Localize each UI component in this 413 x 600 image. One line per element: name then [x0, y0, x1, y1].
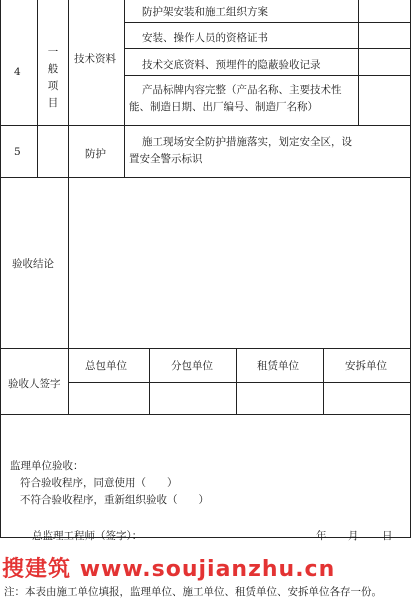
signature-unit-leasing: 租赁单位 — [257, 360, 299, 372]
subcategory-label: 技术资料 — [74, 53, 116, 65]
row-divider — [0, 125, 411, 126]
col-divider — [124, 0, 125, 177]
supervision-accept-option[interactable]: 符合验收程序，同意使用（ ） — [20, 477, 178, 489]
date-month: 月 — [348, 530, 359, 542]
footnote: 注：本表由施工单位填报，监理单位、施工单位、租赁单位、安拆单位各存一份。 — [4, 586, 382, 598]
col-divider — [149, 348, 150, 414]
signature-field[interactable] — [70, 384, 148, 413]
row-divider — [124, 48, 411, 49]
col-divider — [236, 348, 237, 414]
check-item: 产品标牌内容完整（产品名称、主要技术性能、制造日期、出厂编号、制造厂名称） — [129, 84, 342, 113]
row-divider — [124, 22, 411, 23]
watermark-url: www.soujianzhu.cn — [79, 557, 336, 582]
signature-field[interactable] — [325, 384, 409, 413]
chief-engineer-signature-label: 总监理工程师（签字）： — [32, 530, 143, 542]
table-right-border — [410, 0, 411, 538]
col-divider — [323, 348, 324, 414]
category-char: 项 — [47, 80, 59, 92]
date-year: 年 — [316, 530, 327, 542]
signature-unit-general-contractor: 总包单位 — [85, 360, 127, 372]
table-left-border — [0, 0, 1, 538]
subcategory-label: 防护 — [85, 148, 106, 160]
signature-unit-subcontractor: 分包单位 — [171, 360, 213, 372]
category-char: 般 — [47, 63, 59, 75]
row-divider — [124, 75, 411, 76]
item-number: 4 — [14, 66, 21, 78]
signature-label: 验收人签字 — [8, 378, 61, 390]
row-divider — [0, 177, 411, 178]
signature-field[interactable] — [151, 384, 235, 413]
conclusion-field[interactable] — [70, 180, 408, 345]
signature-field[interactable] — [238, 384, 322, 413]
row-divider — [0, 348, 411, 349]
check-item: 防护架安装和施工组织方案 — [142, 6, 268, 18]
item-number: 5 — [14, 146, 21, 158]
row-divider — [68, 382, 411, 383]
col-divider — [68, 0, 69, 177]
watermark-cn: 搜建筑 — [2, 557, 72, 582]
category-char: 一 — [47, 46, 59, 58]
row-divider — [0, 414, 411, 415]
site-watermark — [2, 552, 413, 583]
date-day: 日 — [382, 530, 393, 542]
category-char: 目 — [47, 97, 59, 109]
check-item: 安装、操作人员的资格证书 — [142, 32, 268, 44]
conclusion-label: 验收结论 — [12, 258, 54, 270]
supervision-title: 监理单位验收： — [10, 460, 84, 472]
check-item: 施工现场安全防护措施落实，划定安全区，设置安全警示标识 — [129, 136, 352, 165]
col-divider — [68, 177, 69, 414]
col-divider — [358, 0, 359, 125]
supervision-reject-option[interactable]: 不符合验收程序，重新组织验收（ ） — [20, 494, 209, 506]
col-divider — [37, 0, 38, 177]
category-label — [46, 44, 60, 112]
signature-unit-install-dismantle: 安拆单位 — [345, 360, 387, 372]
check-item: 技术交底资料、预埋件的隐蔽验收记录 — [142, 59, 321, 71]
